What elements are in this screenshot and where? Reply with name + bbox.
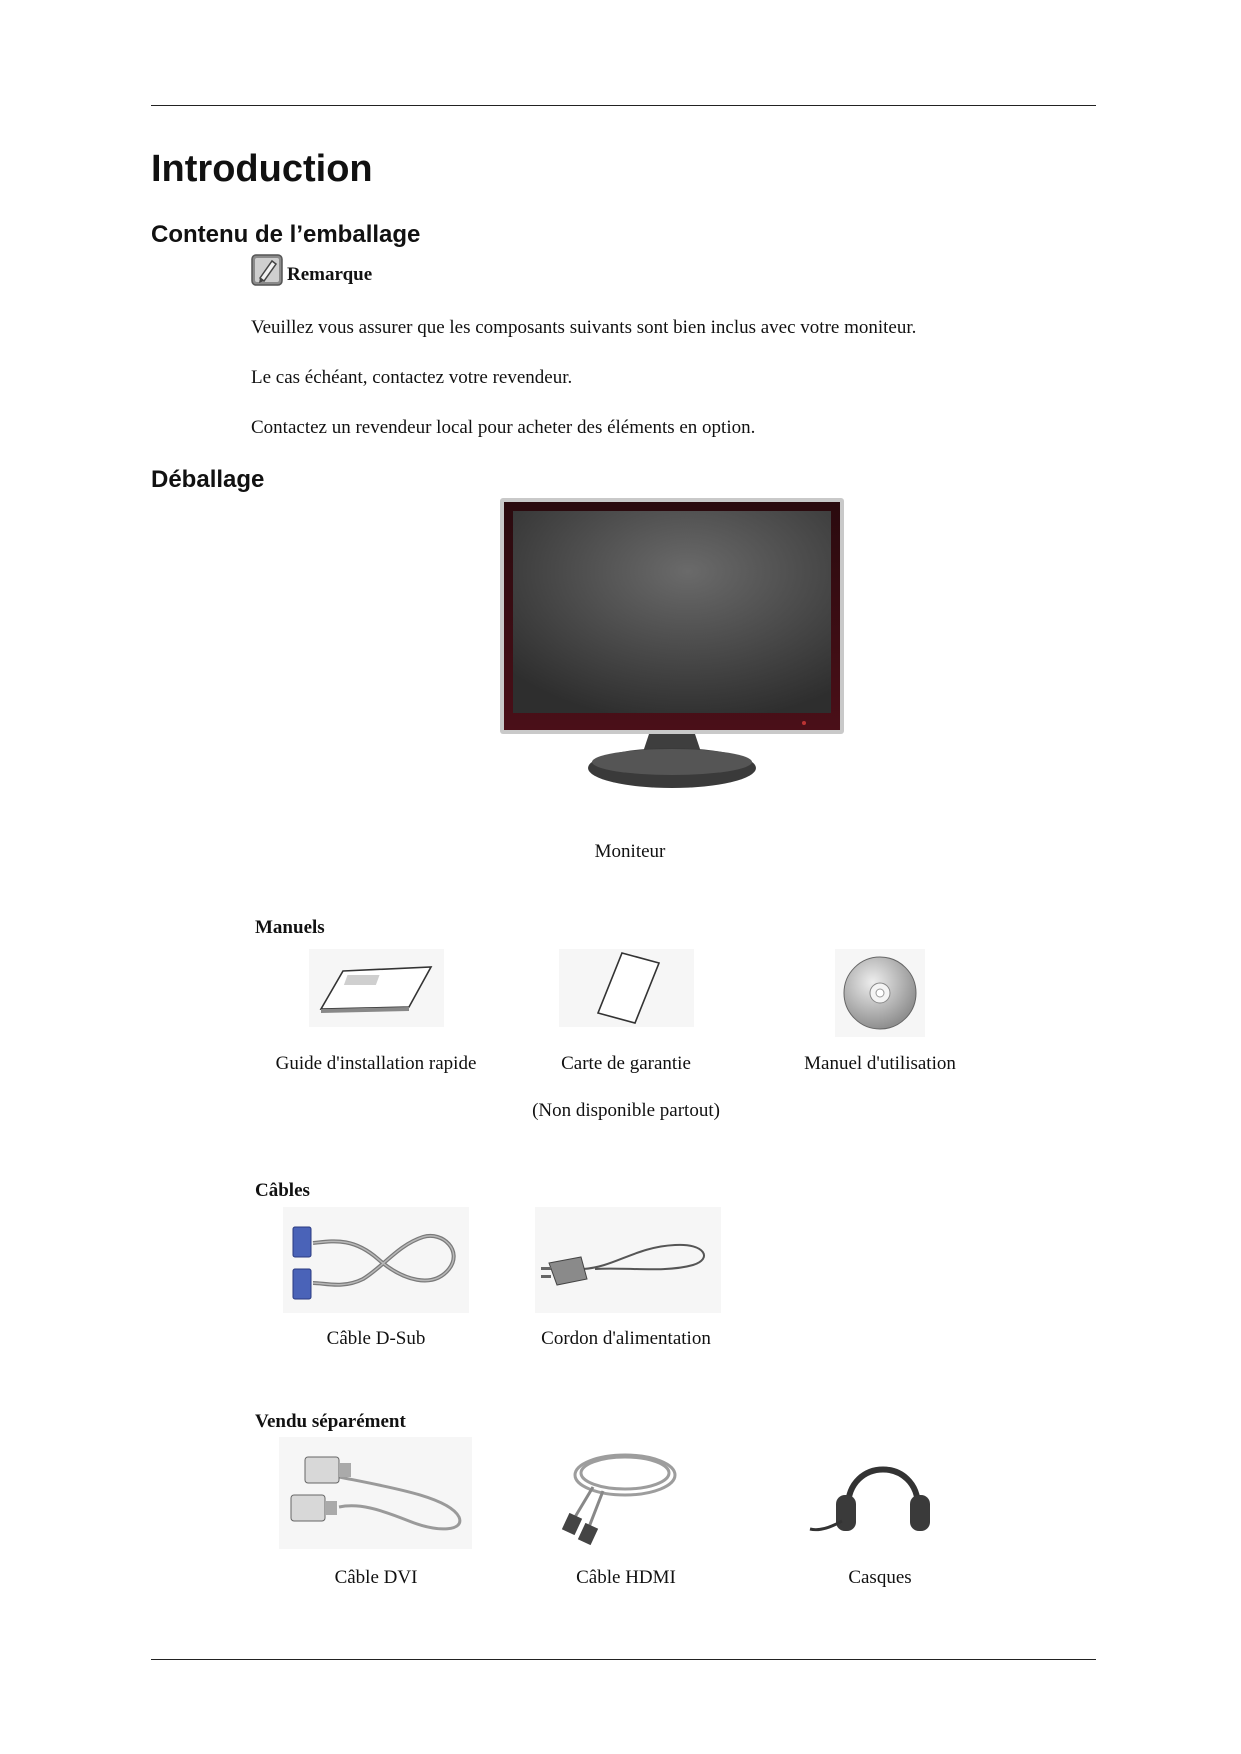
caption-quick-guide: Guide d'installation rapide [275,1053,477,1074]
note-paragraph-2: Le cas échéant, contactez votre revendeur. [251,367,573,388]
caption-hdmi-cable: Câble HDMI [576,1567,676,1588]
caption-dsub-cable: Câble D-Sub [326,1328,426,1349]
caption-power-cord: Cordon d'alimentation [541,1328,711,1349]
warranty-card-image [559,949,694,1027]
note-block [251,254,372,286]
section-heading-contents: Contenu de l’emballage [151,221,421,248]
caption-warranty-card: Carte de garantie [561,1053,691,1074]
cables-heading: Câbles [255,1180,310,1201]
headphones-image [808,1437,953,1549]
footer-rule [151,1659,1096,1660]
quick-guide-image [309,949,444,1027]
note-pencil-icon [251,254,283,286]
hdmi-cable-image [553,1437,698,1549]
note-paragraph-3: Contactez un revendeur local pour acheter des éléments en option. [251,417,756,438]
user-manual-cd-image [835,949,925,1037]
power-cord-image [535,1207,721,1313]
caption-dvi-cable: Câble DVI [334,1567,418,1588]
sold-separately-heading: Vendu séparément [255,1411,406,1432]
header-rule [151,105,1096,106]
section-heading-unpacking: Déballage [151,466,265,493]
dvi-cable-image [279,1437,472,1549]
note-paragraph-1: Veuillez vous assurer que les composants suivants sont bien inclus avec votre moniteur. [251,317,917,338]
note-label: Remarque [287,264,373,285]
monitor-caption: Moniteur [594,841,666,862]
caption-user-manual: Manuel d'utilisation [804,1053,956,1074]
page-title: Introduction [151,148,373,190]
caption-warranty-availability: (Non disponible partout) [532,1100,720,1121]
caption-headphones: Casques [848,1567,912,1588]
monitor-image [499,497,845,793]
dsub-cable-image [283,1207,469,1313]
manuals-heading: Manuels [255,917,325,938]
